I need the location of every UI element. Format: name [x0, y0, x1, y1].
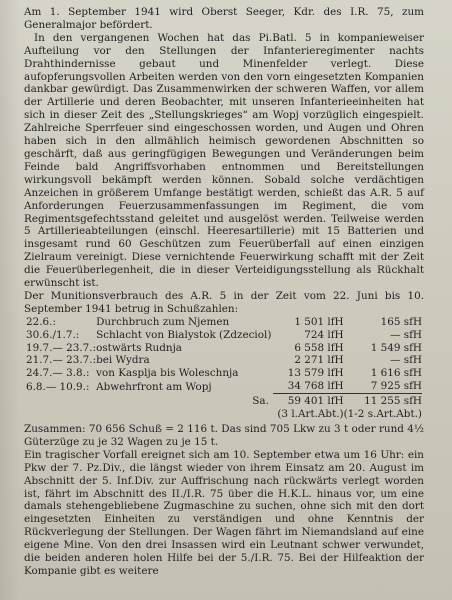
- row-date: 21.7.— 23.7.:: [26, 354, 97, 367]
- table-row: [26, 342, 422, 355]
- row-date: 30.6./1.7.:: [26, 328, 80, 341]
- ammunition-table: [26, 316, 422, 421]
- row-event: Durchbruch zum Njemen: [96, 315, 230, 328]
- row-lfh: 1 501 lfH: [294, 315, 344, 328]
- row-date: 24.7.— 3.8.:: [26, 367, 90, 380]
- row-event: von Kasplja bis Woleschnja: [96, 367, 239, 380]
- row-lfh: 724 lfH: [304, 328, 344, 341]
- table-sum-row: [26, 394, 422, 408]
- row-sfh: 7 925 sfH: [370, 380, 422, 393]
- row-sfh: — sfH: [390, 328, 422, 341]
- row-event: Abwehrfront am Wopj: [96, 380, 212, 393]
- table-row: [26, 380, 422, 393]
- table-row: [26, 316, 422, 329]
- paragraph-pioneers: In den vergangenen Wochen hat das Pi.Batl. 5 in kompanieweiser Aufteilung vor den Stellungen der Infanterieregimenter nachts Drahthindernisse gebaut und Minenfelder verlegt. Diese aufopferungsvollen Arbeiten werden von den vorn eingesetzten Kompanien dankbar gewürdigt. Das Zusammenwirken der schweren Waffen, vor allem der Artillerie und deren Beobachter, mit unseren Infanterieeinheiten hat sich in dieser Zeit des „Stellungskrieges“ am Wopj vorzüglich eingespielt. Zahlreiche Sperrfeuer sind eingeschossen worden, und Augen und Ohren haben sich in den allmählich heimisch gewordenen Abschnitten so geschärft, daß aus geringfügigen Bewegungen und Veränderungen beim Feinde bald Angriffsvorhaben entnommen und Bereitstellungen wirkungsvoll bekämpft werden können. Sobald solche verdächtigen Anzeichen in größerem Umfange bestätigt werden, schießt das A.R. 5 auf Anforderungen Feuerzusammenfassungen im Regiment, die vom Regimentsgefechtsstand geleitet und ausgelöst werden. Teilweise werden 5 Artillerieabteilungen (einschl. Heeresartillerie) mit 15 Batterien und insgesamt rund 60 Geschützen zum Feuerüberfall auf einen einzigen Zielraum vereinigt. Diese vernichtende Feuerwirkung schafft mit der Zeit die Feuerüberlegenheit, die in dieser Verteidigungsstellung als Rückhalt erwünscht ist.: [24, 31, 424, 290]
- row-event: ostwärts Rudnja: [96, 341, 182, 354]
- row-event: Schlacht von Bialystok (Zdzeciol): [96, 328, 272, 341]
- paragraph-incident: Ein tragischer Vorfall ereignet sich am 10. September etwa um 16 Uhr: ein Pkw der 7. Pz.Div., die längst wieder von ihrem Einsatz am 20. August im Abschnitt der 5. Inf.Div. zur Auffrischung nach rückwärts verlegt worden ist, fährt im Abschnitt des II./I.R. 75 über die H.K.L. hinaus vor, um eine damals stehengebliebene Zugmaschine zu suchen, ohne sich mit den dort eingesetzten Einheiten zu verständigen und ohne Kenntnis der Rückverlegung der Stellungen. Der Wagen fährt im Niemandsland auf eine eigene Mine. Von den drei Insassen wird ein Leutnant schwer verwundet, die beiden anderen holen Hilfe bei der 5./I.R. 75. Bei der Hilfeaktion der Kompanie gibt es weitere: [24, 448, 424, 577]
- row-date: 19.7.— 23.7.:: [26, 341, 97, 354]
- sum-sfh: 11 255 sfH: [344, 394, 422, 408]
- row-sfh: 1 549 sfH: [370, 341, 422, 354]
- units-sfh: (1-2 s.Art.Abt.): [343, 408, 422, 421]
- paragraph-total: Zusammen: 70 656 Schuß = 2 116 t. Das sind 705 Lkw zu 3 t oder rund 4½ Güterzüge zu je 32 Wagen zu je 15 t.: [24, 423, 424, 448]
- row-event: bei Wydra: [96, 354, 150, 367]
- row-sfh: 165 sfH: [380, 315, 422, 328]
- row-lfh: 2 271 lfH: [294, 354, 344, 367]
- row-lfh: 34 768 lfH: [287, 380, 344, 393]
- text-column: [24, 6, 424, 578]
- table-row: [26, 329, 422, 342]
- paragraph-promotion: Am 1. September 1941 wird Oberst Seeger, Kdr. des I.R. 75, zum Generalmajor befördert.: [24, 6, 424, 31]
- table-row: [26, 367, 422, 380]
- sum-label: Sa.: [252, 394, 269, 407]
- units-lfh: (3 l.Art.Abt.): [277, 408, 344, 421]
- row-lfh: 6 558 lfH: [294, 341, 344, 354]
- table-row: [26, 354, 422, 367]
- paragraph-ammo-intro: Der Munitionsverbrauch des A.R. 5 in der Zeit vom 22. Juni bis 10. September 1941 betrug in Schußzahlen:: [24, 289, 424, 315]
- row-sfh: — sfH: [390, 354, 422, 367]
- table-units-row: [26, 408, 422, 421]
- row-date: 6.8.— 10.9.:: [26, 380, 90, 393]
- row-lfh: 13 579 lfH: [287, 367, 344, 380]
- row-date: 22.6.:: [26, 315, 56, 328]
- row-sfh: 1 616 sfH: [370, 367, 422, 380]
- sum-lfh: 59 401 lfH: [273, 394, 344, 408]
